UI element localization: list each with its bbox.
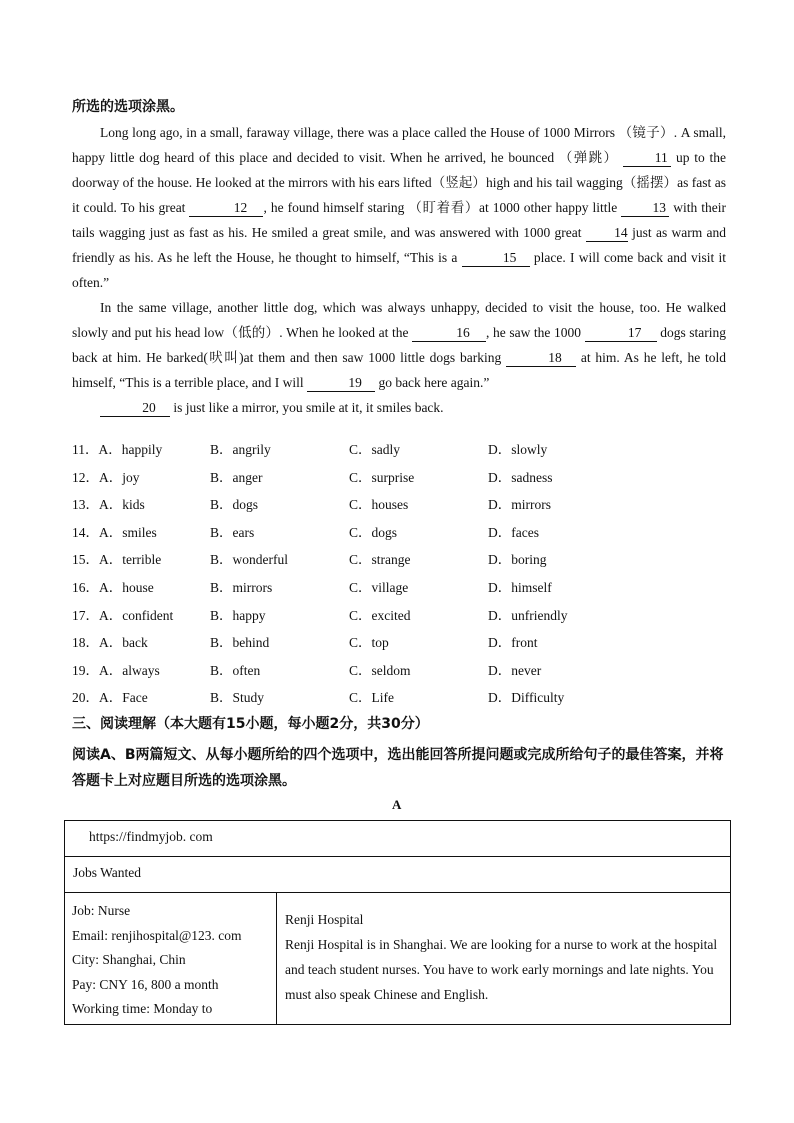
question-number: 20． bbox=[72, 690, 99, 706]
question-number: 13． bbox=[72, 497, 99, 513]
passage-paragraph-2 bbox=[72, 295, 726, 395]
option-a-text: A．always bbox=[99, 662, 160, 678]
option-b: B．angrily bbox=[210, 442, 271, 457]
site-url: https://findmyjob. com bbox=[89, 829, 213, 844]
job-listing-table bbox=[64, 820, 731, 1025]
option-b: B．ears bbox=[210, 524, 255, 540]
section-3-instruction: 阅读A、B两篇短文、从每小题所给的四个选项中，选出能回答所提问题或完成所给句子的最佳答案，并将答题卡上对应题目所选的选项涂黑。 bbox=[72, 747, 724, 789]
option-a-text: A．terrible bbox=[99, 552, 162, 568]
blank-16: 16 bbox=[412, 325, 486, 342]
passage-text: , he found himself staring （盯着看）at 1000 other happy little bbox=[263, 200, 618, 215]
header-line: 所选的选项涂黑。 bbox=[72, 99, 184, 115]
option-b: B．happy bbox=[210, 607, 266, 623]
option-d: D．mirrors bbox=[488, 497, 551, 513]
option-d: D．sadness bbox=[488, 469, 553, 485]
option-c: C．sadly bbox=[349, 442, 401, 457]
question-number: 18． bbox=[72, 635, 99, 651]
option-a bbox=[72, 548, 161, 568]
question-number: 16． bbox=[72, 579, 99, 595]
section-3-heading: 三、阅读理解（本大题有15小题，每小题2分，共30分） bbox=[72, 716, 429, 732]
option-a-text: A．house bbox=[99, 579, 154, 595]
blank-17: 17 bbox=[585, 325, 657, 342]
option-a bbox=[72, 493, 145, 513]
question-number: 11． bbox=[72, 442, 99, 457]
blank-15: 15 bbox=[462, 250, 530, 267]
question-number: 14． bbox=[72, 524, 99, 540]
blank-14: 14 bbox=[586, 225, 628, 242]
blank-13: 13 bbox=[621, 200, 669, 217]
option-c: C．Life bbox=[349, 690, 394, 706]
option-d: D．faces bbox=[488, 524, 539, 540]
passage-text: go back here again.” bbox=[378, 375, 490, 390]
option-a bbox=[72, 659, 160, 679]
option-c: C．dogs bbox=[349, 524, 398, 540]
jobs-wanted-title: Jobs Wanted bbox=[73, 865, 142, 880]
option-d: D．boring bbox=[488, 552, 547, 568]
hospital-name: Renji Hospital bbox=[285, 912, 364, 927]
option-a bbox=[72, 604, 173, 624]
option-c: C．village bbox=[349, 579, 409, 595]
option-a-text: A．smiles bbox=[99, 524, 157, 540]
option-c: C．top bbox=[349, 635, 389, 651]
option-c: C．excited bbox=[349, 607, 411, 623]
option-a-text: A．confident bbox=[99, 607, 174, 623]
option-a bbox=[72, 631, 148, 651]
job-detail-line: City: Shanghai, Chin bbox=[72, 952, 186, 967]
job-detail-line: Email: renjihospital@123. com bbox=[72, 927, 242, 943]
option-a-text: A．happily bbox=[98, 442, 163, 457]
job-details bbox=[65, 893, 276, 1022]
option-d: D．unfriendly bbox=[488, 607, 568, 623]
option-d: D．slowly bbox=[488, 442, 548, 457]
passage-text: with their tails wagging just as fast as his. He smiled a great smile, and was answered with 1000 great bbox=[72, 200, 727, 240]
option-d: D．himself bbox=[488, 579, 552, 595]
option-a-text: A．kids bbox=[99, 497, 145, 513]
option-c: C．houses bbox=[349, 497, 409, 513]
blank-12: 12 bbox=[189, 200, 263, 217]
passage-text: up to the doorway of the house. He looked at the mirrors with his ears lifted（竖起）high and his tail wagging（摇摆）as fast as it could. To his great bbox=[72, 150, 727, 215]
option-b: B．mirrors bbox=[210, 579, 273, 595]
job-details-cell bbox=[65, 893, 277, 1025]
passage-text: dogs staring back at him. He barked(吠叫)at them and then saw 1000 little dogs barking bbox=[72, 325, 727, 365]
job-detail-line: Working time: Monday to bbox=[72, 1001, 213, 1016]
blank-18: 18 bbox=[506, 350, 576, 367]
passage-text: is just like a mirror, you smile at it, it smiles back. bbox=[173, 400, 444, 415]
passage-text: , he saw the 1000 bbox=[486, 325, 581, 340]
option-d: D．Difficulty bbox=[488, 690, 565, 706]
option-c: C．surprise bbox=[349, 469, 415, 485]
option-a bbox=[72, 521, 157, 541]
option-c: C．strange bbox=[349, 552, 411, 568]
job-detail-line: Pay: CNY 16, 800 a month bbox=[72, 976, 219, 992]
option-a-text: A．back bbox=[99, 635, 148, 651]
option-b: B．dogs bbox=[210, 497, 259, 513]
option-d: D．front bbox=[488, 635, 538, 651]
passage-text: just as warm and friendly as his. As he left the House, he thought to himself, “This is a bbox=[72, 225, 727, 265]
option-b: B．anger bbox=[210, 469, 263, 485]
option-a bbox=[72, 466, 140, 486]
passage-text: place. I will come back and visit it often.” bbox=[72, 250, 727, 290]
option-b: B．often bbox=[210, 662, 261, 678]
option-c: C．seldom bbox=[349, 662, 411, 678]
job-description: Renji Hospital is in Shanghai. We are looking for a nurse to work at the hospital and teach student nurses. You have to work early mornings and late nights. You must also speak Chinese and English. bbox=[285, 937, 718, 1002]
section-cell bbox=[65, 857, 731, 893]
passage-text: In the same village, another little dog, which was always unhappy, decided to visit the house, too. He walked slowly and put his head low（低的）. When he looked at the bbox=[72, 300, 726, 340]
question-number: 19． bbox=[72, 662, 99, 678]
option-b: B．behind bbox=[210, 635, 270, 651]
passage-paragraph-1 bbox=[72, 120, 726, 295]
question-number: 15． bbox=[72, 552, 99, 568]
blank-20: 20 bbox=[100, 400, 170, 417]
option-b: B．wonderful bbox=[210, 552, 288, 568]
passage-text: at him. As he left, he told himself, “This is a terrible place, and I will bbox=[72, 350, 727, 390]
option-a bbox=[72, 576, 154, 596]
question-number: 17． bbox=[72, 607, 99, 623]
option-d: D．never bbox=[488, 662, 542, 678]
question-number: 12． bbox=[72, 469, 99, 485]
option-a-text: A．Face bbox=[99, 690, 148, 706]
cloze-passage bbox=[72, 120, 726, 420]
option-b: B．Study bbox=[210, 690, 265, 706]
url-cell bbox=[65, 821, 731, 857]
option-a bbox=[72, 686, 148, 706]
option-a-text: A．joy bbox=[99, 469, 140, 485]
blank-19: 19 bbox=[307, 375, 375, 392]
job-detail-line: Job: Nurse bbox=[72, 903, 131, 918]
part-a-label: A bbox=[392, 797, 402, 812]
option-a bbox=[72, 438, 162, 458]
job-description-cell bbox=[277, 893, 731, 1025]
blank-11: 11 bbox=[623, 150, 671, 167]
passage-text: Long long ago, in a small, faraway village, there was a place called the House of 1000 Mirrors （镜子）. A small, happy little dog heard of this place and decided to visit. When he arrived, he bounced （弹跳） bbox=[72, 125, 726, 165]
passage-paragraph-3 bbox=[72, 395, 726, 420]
